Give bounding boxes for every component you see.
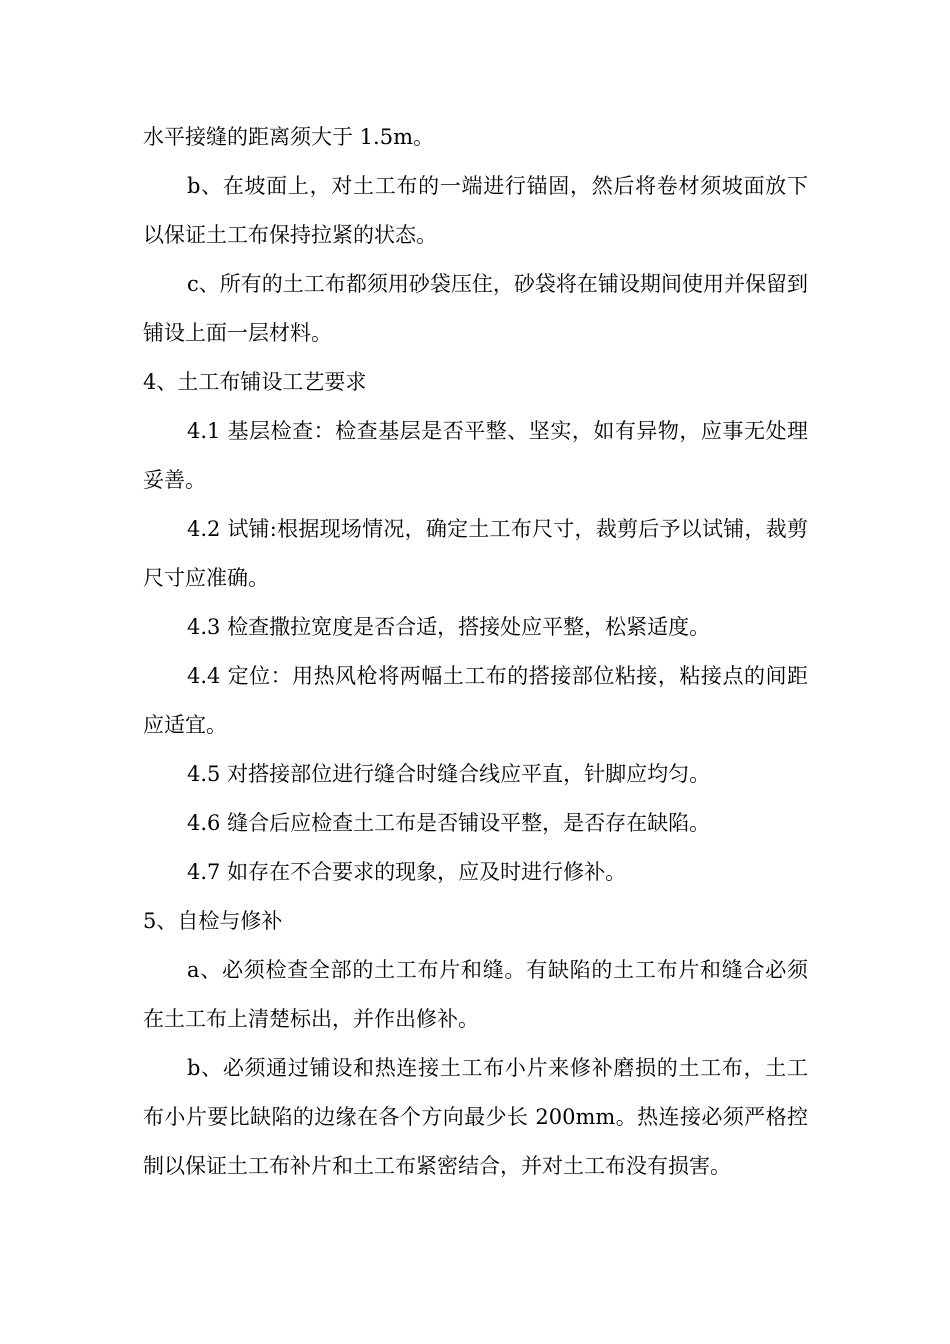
paragraph-b-slope-anchoring: b、在坡面上，对土工布的一端进行锚固，然后将卷材须坡面放下以保证土工布保持拉紧的状态。	[143, 174, 808, 247]
paragraph-4-2: 4.2 试铺:根据现场情况，确定土工布尺寸，裁剪后予以试铺，裁剪尺寸应准确。	[143, 517, 808, 590]
paragraph-4-6: 4.6 缝合后应检查土工布是否铺设平整，是否存在缺陷。	[187, 811, 711, 835]
paragraph-4-1: 4.1 基层检查：检查基层是否平整、坚实，如有异物，应事无处理妥善。	[143, 419, 808, 492]
paragraph-continuation: 水平接缝的距离须大于 1.5m。	[143, 125, 434, 149]
paragraph-4-4: 4.4 定位：用热风枪将两幅土工布的搭接部位粘接，粘接点的间距应适宜。	[143, 664, 808, 737]
paragraph-c-sandbag: c、所有的土工布都须用砂袋压住，砂袋将在铺设期间使用并保留到铺设上面一层材料。	[143, 272, 808, 345]
paragraph-4-3: 4.3 检查撒拉宽度是否合适，搭接处应平整，松紧适度。	[187, 615, 711, 639]
document-body	[143, 113, 808, 1191]
paragraph-5-a: a、必须检查全部的土工布片和缝。有缺陷的土工布片和缝合必须在土工布上清楚标出，并作出修补。	[143, 958, 808, 1031]
section-heading-5: 5、自检与修补	[143, 909, 283, 933]
paragraph-4-7: 4.7 如存在不合要求的现象，应及时进行修补。	[187, 860, 627, 884]
section-heading-4: 4、土工布铺设工艺要求	[143, 370, 367, 394]
paragraph-5-b: b、必须通过铺设和热连接土工布小片来修补磨损的土工布，土工布小片要比缺陷的边缘在各个方向最少长 200mm。热连接必须严格控制以保证土工布补片和土工布紧密结合，并对土工布没有损害。	[143, 1056, 808, 1178]
paragraph-4-5: 4.5 对搭接部位进行缝合时缝合线应平直，针脚应均匀。	[187, 762, 711, 786]
